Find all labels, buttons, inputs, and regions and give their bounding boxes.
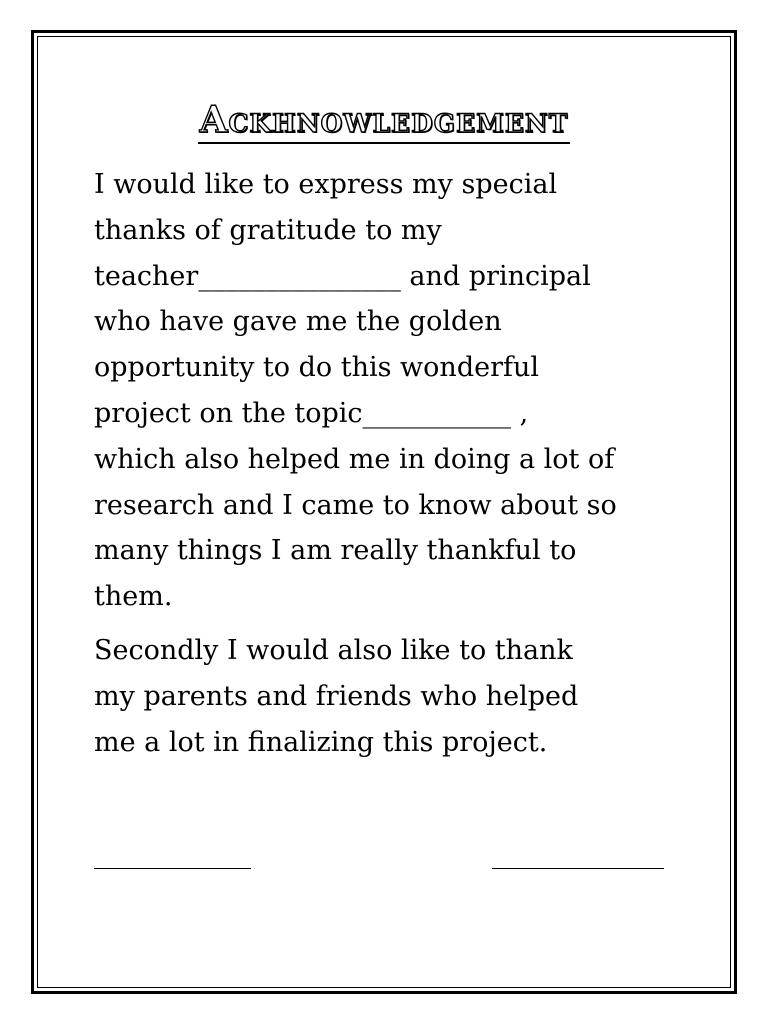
paragraph-2-line: me a lot in finalizing this project. [94, 726, 548, 758]
paragraph-2 [94, 628, 694, 765]
page-title: Ackhnowledgement [198, 98, 571, 144]
paragraph-1-line: opportunity to do this wonderful [94, 352, 539, 384]
paragraph-2-line: my parents and friends who helped [94, 680, 579, 712]
paragraph-2-line: Secondly I would also like to thank [94, 635, 573, 666]
paragraph-1-line: many things I am really thankful to [94, 535, 577, 567]
signature-line-left [94, 868, 251, 869]
paragraph-1-line: I would like to express my special [94, 169, 558, 200]
paragraph-1-line: them. [94, 581, 173, 613]
paragraph-1-line: who have gave me the golden [94, 306, 502, 338]
page-title-container [0, 96, 768, 144]
paragraph-1-line: which also helped me in doing a lot of [94, 443, 615, 475]
signature-line-right [492, 868, 664, 869]
paragraph-1-line: teacher_______________ and principal [94, 260, 591, 292]
paragraph-1-line: project on the topic___________ , [94, 397, 529, 429]
paragraph-1-line: research and I came to know about so [94, 489, 617, 521]
paragraph-1 [94, 162, 694, 620]
paragraph-1-line: thanks of gratitude to my [94, 214, 442, 246]
